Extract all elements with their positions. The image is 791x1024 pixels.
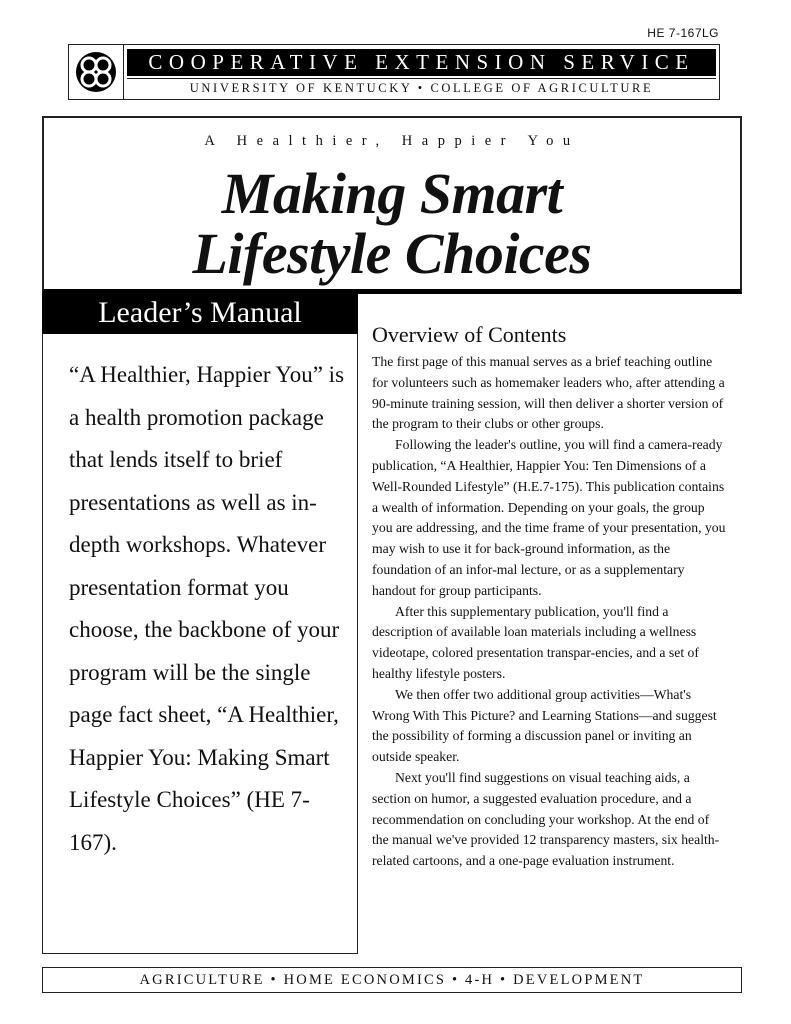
extension-logo-icon [69, 45, 124, 99]
sidebar-panel [42, 334, 358, 954]
title-line-2: Lifestyle Choices [192, 221, 592, 286]
overview-paragraph: Following the leader's outline, you will find a camera-ready publication, “A Healthier, Happier You: Ten Dimensions of a Well-Rounded Lifestyle” (H.E.7-175). This publication contains a wealth of information. Depending on your goals, the group you are addressing, and the time frame of your presentation, you may wish to use it for back-ground information, as the foundation of an infor-mal lecture, or as a supplementary handout for group participants. [372, 437, 726, 598]
overview-heading: Overview of Contents [372, 322, 567, 347]
main-title [44, 161, 740, 286]
title-line-1: Making Smart [221, 161, 563, 226]
leader-manual-label: Leader’s Manual [42, 294, 358, 334]
title-block [42, 116, 742, 294]
overview-section [372, 318, 726, 872]
university-line: UNIVERSITY OF KENTUCKY • COLLEGE OF AGRICULTURE [127, 78, 716, 98]
overview-paragraph: The first page of this manual serves as a brief teaching outline for volunteers such as homemaker leaders who, after attending a 90-minute training session, will then deliver a shorter version of the program to their clubs or other groups. [372, 354, 725, 432]
publication-code: HE 7-167LG [647, 26, 719, 40]
overview-paragraph: After this supplementary publication, you'll find a description of available loan materials including a wellness videotape, colored presentation transpar-encies, and a set of healthy lifestyle posters. [372, 603, 699, 681]
overview-paragraph: We then offer two additional group activities—What's Wrong With This Picture? and Learning Stations—and suggest the possibility of forming a discussion panel or inviting an outside speaker. [372, 686, 717, 765]
extension-header [68, 44, 720, 100]
footer-programs: AGRICULTURE • HOME ECONOMICS • 4-H • DEVELOPMENT [42, 967, 742, 993]
tagline: A Healthier, Happier You [204, 133, 580, 149]
overview-paragraph: Next you'll find suggestions on visual teaching aids, a section on humor, a suggested evaluation procedure, and a recommendation on concluding your workshop. At the end of the manual we've provided 12 transparency masters, six health-related cartoons, and a one-page evaluation instrument. [372, 769, 720, 869]
service-name: COOPERATIVE EXTENSION SERVICE [127, 49, 716, 76]
sidebar-body: “A Healthier, Happier You” is a health promotion package that lends itself to brief presentations as well as in-depth workshops. Whatever presentation format you choose, the backbone of your program will be the single page fact sheet, “A Healthier, Happier You: Making Smart Lifestyle Choices” (HE 7-167). [69, 362, 345, 855]
